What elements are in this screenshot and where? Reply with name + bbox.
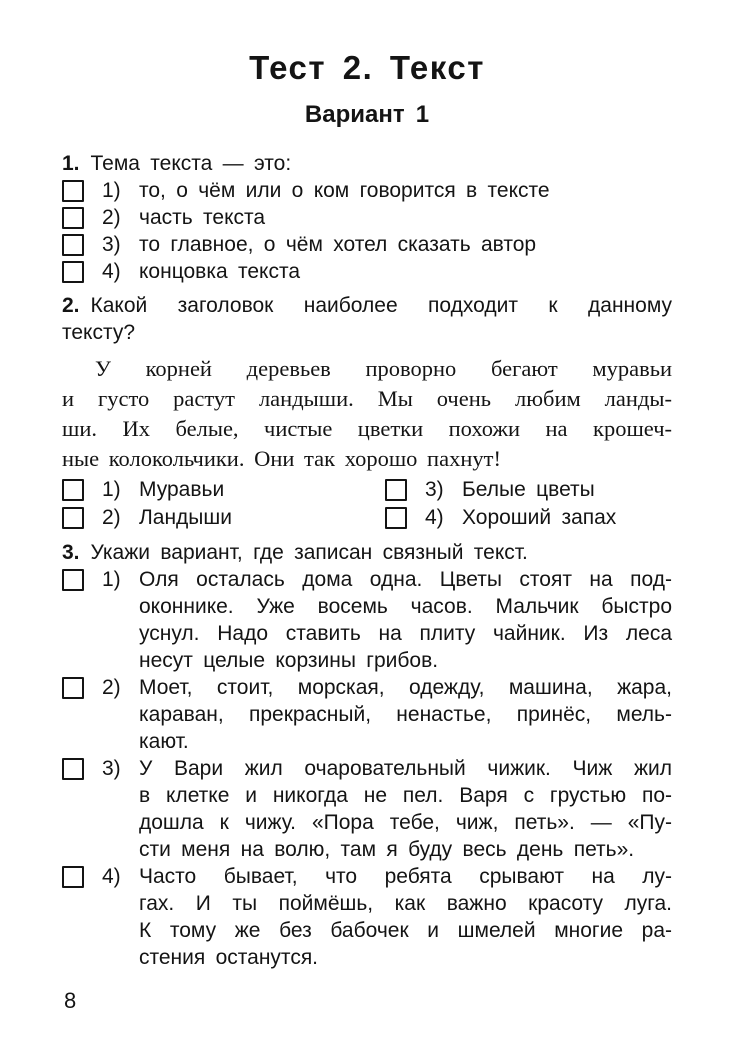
q3-option-1 <box>62 566 672 674</box>
option-text <box>139 674 672 755</box>
text-line: ши. Их белые, чистые цветки похожи на крошеч- <box>62 416 672 441</box>
option-text <box>139 863 672 971</box>
option-number: 2) <box>102 206 121 229</box>
text-line: У Вари жил очаровательный чижик. Чиж жил <box>139 757 672 780</box>
q2-option-2 <box>62 504 385 531</box>
question-1-text: Тема текста — это: <box>90 152 292 175</box>
q3-option-4 <box>62 863 672 971</box>
text-line: Моет, стоит, морская, одежду, машина, жара, <box>139 676 672 699</box>
answer-checkbox-q3-3[interactable] <box>62 758 84 780</box>
q1-option-3 <box>62 231 672 258</box>
answer-checkbox-q3-2[interactable] <box>62 677 84 699</box>
option-number: 4) <box>425 506 444 529</box>
question-3 <box>62 539 672 971</box>
q2-option-4 <box>385 504 672 531</box>
question-3-text: Укажи вариант, где записан связный текст. <box>90 541 528 564</box>
question-1 <box>62 150 672 285</box>
option-text: Муравьи <box>139 478 225 501</box>
answer-checkbox-q1-4[interactable] <box>62 261 84 283</box>
text-line: несут целые корзины грибов. <box>139 649 439 672</box>
text-line: Часто бывает, что ребята срывают на лу- <box>139 865 672 888</box>
text-line: караван, прекрасный, ненастье, принёс, мель- <box>139 703 672 726</box>
page-title: Тест 2. Текст <box>249 49 485 86</box>
answer-checkbox-q2-3[interactable] <box>385 479 407 501</box>
q2-options <box>62 476 672 531</box>
option-text: то, о чём или о ком говорится в тексте <box>139 179 550 202</box>
option-text: часть текста <box>139 206 266 229</box>
option-number: 1) <box>102 568 121 591</box>
text-line: К тому же без бабочек и шмелей многие ра- <box>139 919 672 942</box>
text-line: кают. <box>139 730 189 753</box>
answer-checkbox-q1-2[interactable] <box>62 207 84 229</box>
option-number: 4) <box>102 260 121 283</box>
question-1-head <box>62 150 672 177</box>
option-number: 2) <box>102 506 121 529</box>
question-2-number: 2. <box>62 294 80 317</box>
answer-checkbox-q1-3[interactable] <box>62 234 84 256</box>
option-number: 3) <box>425 478 444 501</box>
question-3-head <box>62 539 672 566</box>
question-2-text-line1 <box>62 292 672 319</box>
text-line: стения останутся. <box>139 946 319 969</box>
text-line: сти меня на волю, там я буду весь день петь». <box>139 838 635 861</box>
option-number: 4) <box>102 865 121 888</box>
question-3-number: 3. <box>62 541 80 564</box>
question-1-number: 1. <box>62 152 80 175</box>
q2-option-1 <box>62 476 385 503</box>
answer-checkbox-q2-1[interactable] <box>62 479 84 501</box>
text-line: в клетке и никогда не пел. Варя с грустью по- <box>139 784 672 807</box>
option-text: Белые цветы <box>462 478 595 501</box>
question-2 <box>62 292 672 531</box>
reading-passage <box>62 354 672 474</box>
q1-option-4 <box>62 258 672 285</box>
question-2-head <box>62 292 672 346</box>
q1-option-1 <box>62 177 672 204</box>
q3-option-3 <box>62 755 672 863</box>
option-text: то главное, о чём хотел сказать автор <box>139 233 537 256</box>
page-number: 8 <box>64 988 77 1013</box>
text-line: и густо растут ландыши. Мы очень любим ланды- <box>62 386 672 411</box>
answer-checkbox-q1-1[interactable] <box>62 180 84 202</box>
answer-checkbox-q2-2[interactable] <box>62 507 84 529</box>
text-line: У корней деревьев проворно бегают муравьи <box>95 356 672 381</box>
text-line: дошла к чижу. «Пора тебе, чиж, петь». — «Пу- <box>139 811 672 834</box>
text-line: Оля осталась дома одна. Цветы стоят на под- <box>139 568 672 591</box>
question-2-text-line2: тексту? <box>62 321 136 344</box>
option-number: 3) <box>102 757 121 780</box>
option-text <box>139 755 672 863</box>
option-text: Хороший запах <box>462 506 617 529</box>
answer-checkbox-q3-4[interactable] <box>62 866 84 888</box>
variant-title: Вариант 1 <box>304 101 430 128</box>
answer-checkbox-q3-1[interactable] <box>62 569 84 591</box>
option-number: 2) <box>102 676 121 699</box>
text-line: ные колокольчики. Они так хорошо пахнут! <box>62 446 501 471</box>
question-2-text: Какой заголовок наиболее подходит к данному <box>90 294 672 317</box>
text-line: уснул. Надо ставить на плиту чайник. Из леса <box>139 622 672 645</box>
option-text <box>139 566 672 674</box>
option-text: Ландыши <box>139 506 232 529</box>
option-text: концовка текста <box>139 260 301 283</box>
q2-option-3 <box>385 476 672 503</box>
q1-option-2 <box>62 204 672 231</box>
option-number: 1) <box>102 478 121 501</box>
option-number: 1) <box>102 179 121 202</box>
answer-checkbox-q2-4[interactable] <box>385 507 407 529</box>
text-line: оконнике. Уже восемь часов. Мальчик быстро <box>139 595 672 618</box>
option-number: 3) <box>102 233 121 256</box>
q3-option-2 <box>62 674 672 755</box>
text-line: гах. И ты поймёшь, как важно красоту луга. <box>139 892 672 915</box>
